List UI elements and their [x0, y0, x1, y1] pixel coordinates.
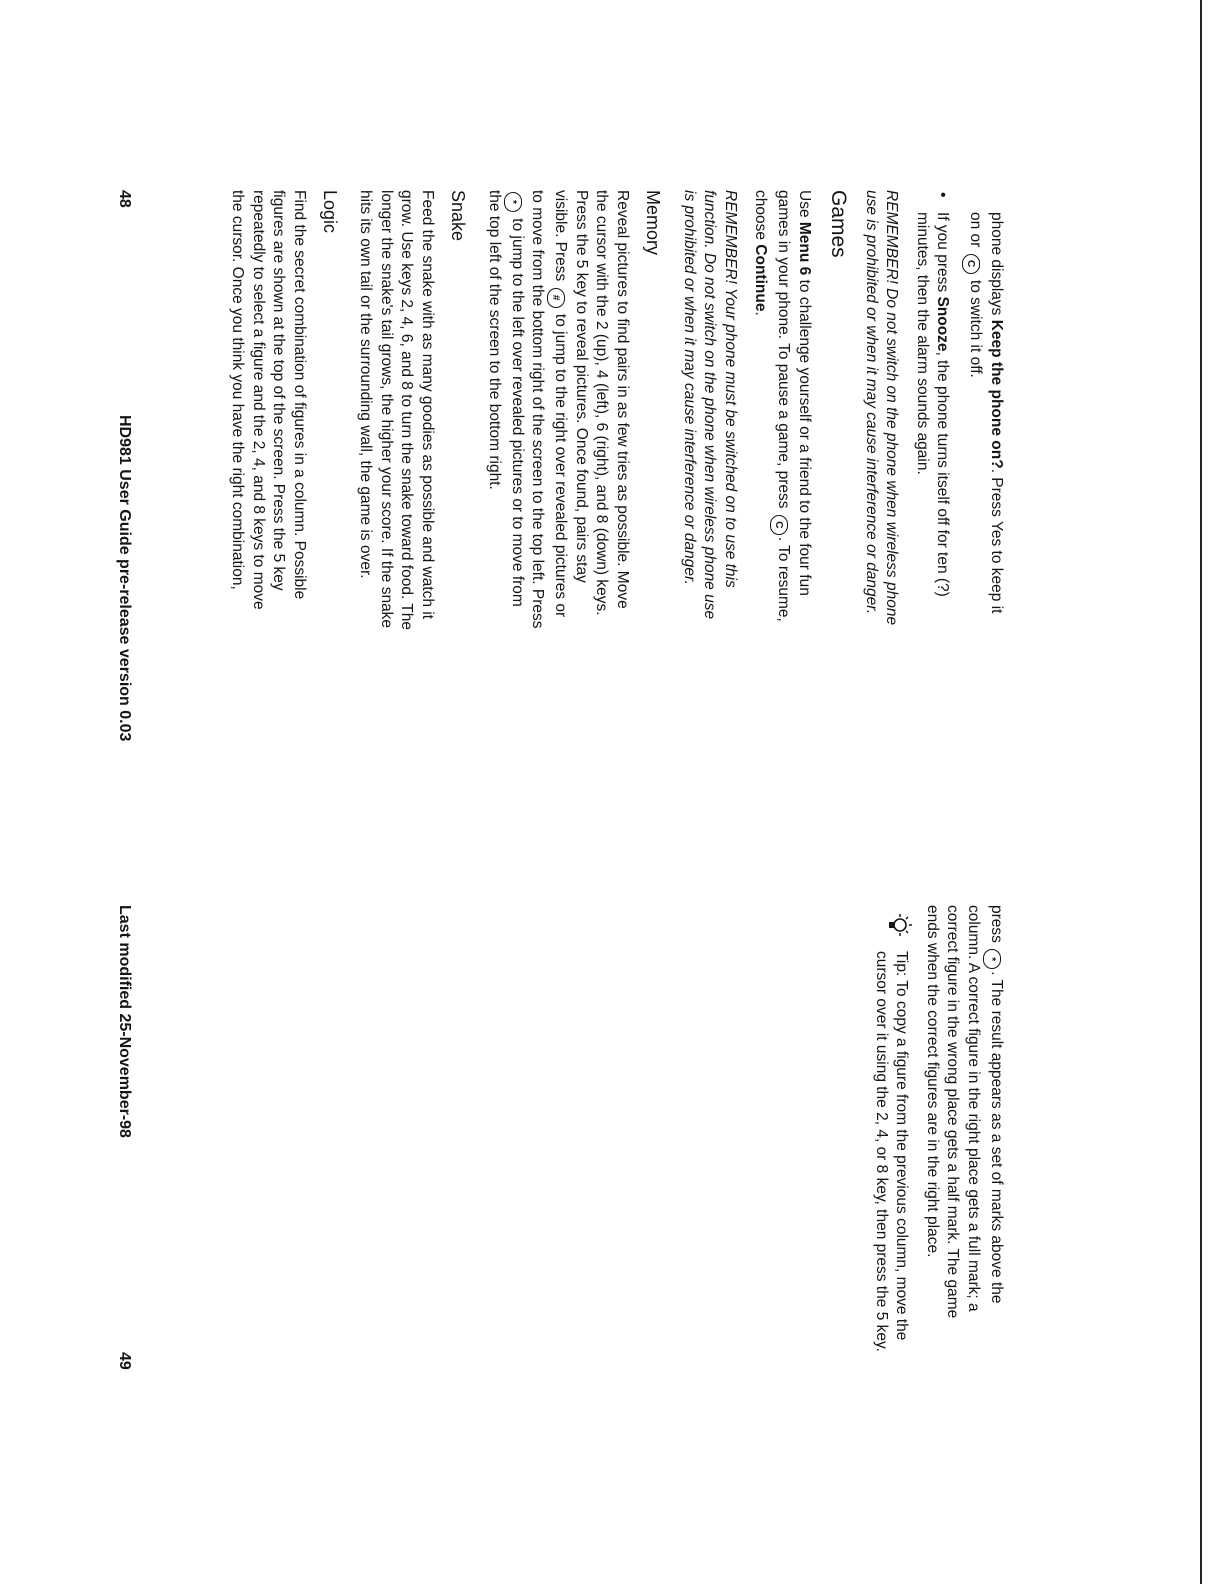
c-key-icon: C [962, 254, 980, 274]
scan-edge-line [1200, 0, 1202, 1584]
text: to jump to the right over revealed pictures or to move from the bottom right of the screen to the top left. Press [529, 190, 570, 629]
logic-heading: Logic [319, 190, 340, 234]
tip-block [870, 905, 911, 1355]
text: Use [796, 190, 814, 222]
text: . To resume, choose [752, 190, 793, 622]
logic-text: Find the secret combination of figures in a column. Possible figures are shown at the top of the screen. Press the 5 key repeatedly to select a figure and the 2, 4, and 8 keys to move the cursor. Once you think you have the right combination, [228, 190, 308, 610]
snooze-label: Snooze [934, 296, 952, 352]
last-modified: Last modified 25-November-98 [116, 905, 133, 1138]
right-page-column [870, 905, 1006, 1355]
remember-warning: REMEMBER! Do not switch on the phone when wireless phone use is prohibited or when it may cause interference or danger. [862, 190, 901, 626]
text: press [988, 905, 1005, 948]
games-remember-warning: REMEMBER! Your phone must be switched on to use this function. Do not switch on the phone when wireless phone use is prohibited or when it may cause interference or danger. [680, 190, 739, 620]
tip-text: Tip: To copy a figure from the previous column, move the cursor over it using the 2, 4, or 8 key, then press the 5 key. [872, 951, 911, 1352]
page-number-right: 49 [116, 1352, 133, 1370]
left-page-column [216, 190, 1006, 630]
snooze-bullet-item [911, 190, 952, 630]
text: to challenge yourself or a friend to the four fun games in your phone. To pause a game, press [775, 190, 814, 596]
lightbulb-icon [885, 911, 913, 939]
text: to jump to the left over revealed pictures or to move from the top left of the screen to the bottom right. [485, 190, 526, 607]
star-key-icon: * [983, 949, 1001, 969]
c-key-icon: C [770, 515, 788, 535]
continue-label: Continue [752, 244, 770, 312]
text: . Press Yes to keep it on or [967, 212, 1005, 614]
text: , the phone turns itself off for ten (?) minutes, then the alarm sounds again. [913, 212, 952, 597]
text: . [752, 311, 770, 316]
text: If you press [934, 212, 952, 297]
alarm-continuation [962, 190, 1006, 630]
document-title: HD981 User Guide pre-release version 0.03 [116, 415, 133, 742]
text: Reveal pictures to find pairs in as few tries as possible. Move the cursor with the 2 (up), 4 (left), 6 (right), and 8 (down) keys. Press the 5 key to reveal pictures. Once found, pairs stay visible. Press [552, 190, 632, 616]
star-key-icon: * [504, 192, 522, 212]
menu-label: Menu 6 [796, 221, 814, 276]
text: phone displays [988, 212, 1005, 320]
text: to switch it off. [967, 275, 985, 378]
bullet-icon: • [934, 192, 952, 198]
snake-heading: Snake [448, 190, 469, 242]
games-intro [750, 190, 814, 630]
games-heading: Games [827, 190, 851, 258]
memory-heading: Memory [643, 190, 664, 256]
memory-text [483, 190, 632, 630]
logic-continuation [921, 905, 1006, 1355]
snake-text: Feed the snake with as many goodies as possible and watch it grow. Use keys 2, 4, 6, and 8 to turn the snake toward food. The longer the snake's tail grows, the higher your score. If the snake hits its own tail or the surrounding wall, the game is over. [357, 190, 437, 631]
page-number-left: 48 [116, 190, 133, 208]
keep-phone-on-prompt: Keep the phone on? [988, 319, 1005, 469]
text: . The result appears as a set of marks above the column. A correct figure in the right place gets a full mark; a correct figure in the wrong place gets a half mark. The game ends when the correct figures are in the right place. [923, 905, 1005, 1319]
hash-key-icon: # [547, 288, 565, 308]
